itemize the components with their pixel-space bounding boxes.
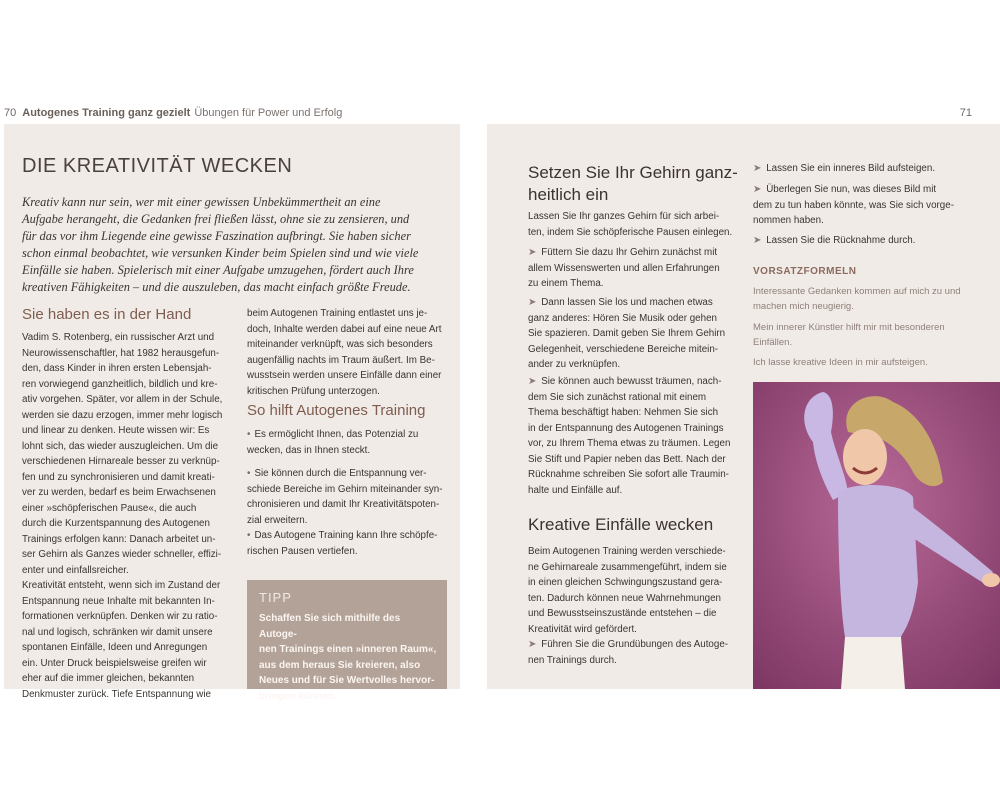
formula-line: Interessante Gedanken kommen auf mich zu und <box>753 286 961 297</box>
tip-line: bringen können. <box>259 690 337 702</box>
step-line <box>528 311 753 327</box>
arrow-icon: ➤ <box>753 163 762 174</box>
einfaelle-step-item <box>528 637 748 668</box>
page-number-right: 71 <box>959 107 972 119</box>
bullet-mark: • <box>247 530 251 541</box>
left-column2-text <box>247 306 452 399</box>
arrow-icon: ➤ <box>528 639 537 650</box>
text-line: ein. Unter Druck beispielsweise greifen wir <box>22 657 207 669</box>
step-line <box>528 342 753 358</box>
step-line <box>528 261 753 277</box>
vorsatz-formula <box>753 284 963 314</box>
text-line: durch die Kurzentspannung des Autogenen <box>22 518 210 529</box>
text-line: wusstsein werden unsere Einfälle dann einer <box>247 370 442 381</box>
bullet-mark: • <box>247 429 251 440</box>
text-line: ne Gehirnareale zusammengeführt, indem sie <box>528 561 727 573</box>
step-line <box>528 405 753 421</box>
benefit-text: Das Autogene Training kann Ihre schöpfe- <box>254 530 438 541</box>
running-header-left <box>4 107 342 119</box>
gehirn-step <box>528 374 753 498</box>
section-heading-einfaelle: Kreative Einfälle wecken <box>528 515 714 534</box>
step-text: Sie spazieren. Damit geben Sie Ihrem Gehirn <box>528 328 726 339</box>
step-text: halte und Einfälle auf. <box>528 484 623 496</box>
benefit-text: Sie können durch die Entspannung ver- <box>254 468 427 479</box>
tip-line: nen Trainings einen »inneren Raum«, <box>259 644 437 655</box>
column2-step <box>753 182 973 229</box>
benefit-line <box>247 427 457 443</box>
text-line: und linear zu denken. Heute wissen wir: Es <box>22 425 210 436</box>
step-text: in der Entspannung des Autogenen Trainings <box>528 422 724 434</box>
step-line <box>528 467 753 483</box>
arrow-icon: ➤ <box>753 235 762 246</box>
text-line: ten. Dadurch können neue Wahrnehmungen <box>528 592 721 604</box>
tip-label: TIPP <box>259 590 292 605</box>
text-line: beim Autogenen Training entlastet uns je- <box>247 308 428 319</box>
step-text: allem Wissenswerten und allen Erfahrungen <box>528 262 720 274</box>
vorsatz-formula <box>753 320 963 350</box>
benefit-line <box>247 513 457 529</box>
text-line: formationen verknüpfen. Denken wir zu ratio- <box>22 611 218 622</box>
step-line <box>528 245 753 261</box>
tip-line: aus dem heraus Sie kreieren, also <box>259 659 421 671</box>
tip-text <box>259 611 439 704</box>
text-line: Denkmuster zurück. Tiefe Entspannung wie <box>22 688 211 700</box>
text-line: Trainings erfolgen kann: Danach arbeitet un- <box>22 533 216 545</box>
text-line: werden sie dazu erzogen, immer mehr logisch <box>22 409 223 421</box>
book-title: Autogenes Training ganz gezielt <box>22 107 191 119</box>
step-text: nen Trainings durch. <box>528 654 617 666</box>
einfaelle-text <box>528 544 748 637</box>
step-line <box>753 161 973 177</box>
text-line: enter und einfallsreicher. <box>22 564 129 576</box>
benefit-text: Es ermöglicht Ihnen, das Potenzial zu <box>254 429 419 440</box>
text-line: den, dass Kinder in ihren ersten Lebensjah- <box>22 363 212 374</box>
step-text: dem zu tun haben könnte, was Sie sich vorge- <box>753 199 954 211</box>
benefit-line <box>247 482 457 498</box>
text-line: augenfällig nachts im Traum äußert. Im Be- <box>247 354 435 366</box>
step-text: ander zu verknüpfen. <box>528 359 621 370</box>
text-line: Neurowissenschaftler, hat 1982 herausgefun- <box>22 347 220 359</box>
step-line <box>528 452 753 468</box>
step-line <box>753 233 973 249</box>
text-line: verschiedenen Hirnareale besser zu verknüp- <box>22 456 220 467</box>
column2-step <box>753 233 973 249</box>
step-text: zu einem Thema. <box>528 278 604 289</box>
column2-step <box>753 161 973 177</box>
step-text: Thema beschäftigt haben: Nehmen Sie sich <box>528 407 719 418</box>
gehirn-step <box>528 245 753 292</box>
text-line: fen und zu synchronisieren und damit kreati- <box>22 471 215 483</box>
step-line <box>528 326 753 342</box>
step-line <box>528 637 748 653</box>
formula-line: Ich lasse kreative Ideen in mir aufsteigen. <box>753 357 928 368</box>
step-text: nommen haben. <box>753 215 824 226</box>
step-line <box>528 295 753 311</box>
text-line: Entspannung neue Inhalte mit bekannten In- <box>22 595 215 607</box>
step-line <box>528 483 753 499</box>
step-line <box>528 436 753 452</box>
gehirn-step <box>528 295 753 373</box>
benefit-line <box>247 528 457 544</box>
text-line: Lassen Sie Ihr ganzes Gehirn für sich arbei- <box>528 211 720 222</box>
text-line: ver zu werden, bedarf es beim Erwachsenen <box>22 487 216 498</box>
step-text: Lassen Sie ein inneres Bild aufsteigen. <box>766 163 936 174</box>
text-line: ten, indem Sie schöpferische Pausen einlegen. <box>528 226 733 238</box>
heading-line: Setzen Sie Ihr Gehirn ganz- <box>528 163 738 182</box>
text-line: spontanen Einfälle, Ideen und Anregungen <box>22 642 208 653</box>
text-line: kritischen Prüfung unterzogen. <box>247 385 380 397</box>
arrow-icon: ➤ <box>753 184 762 195</box>
tip-box <box>247 580 447 702</box>
vorsatz-heading: VORSATZFORMELN <box>753 266 857 277</box>
text-line: Kreativität entsteht, wenn sich im Zustand der <box>22 580 221 591</box>
text-line: Kreativität wird gefördert. <box>528 623 637 635</box>
gehirn-intro-text <box>528 209 748 240</box>
step-text: Gelegenheit, verschiedene Bereiche mitein- <box>528 343 719 355</box>
step-line <box>528 390 753 406</box>
text-line: Vadim S. Rotenberg, ein russischer Arzt und <box>22 332 215 343</box>
benefit-line <box>247 443 457 459</box>
text-line: Beim Autogenen Training werden verschiede- <box>528 546 726 557</box>
step-text: Lassen Sie die Rücknahme durch. <box>766 235 916 246</box>
page-title: DIE KREATIVITÄT WECKEN <box>22 155 293 177</box>
benefit-text: chronisieren und damit Ihr Kreativitätspoten- <box>247 499 440 510</box>
step-text: Rücknahme schreiben Sie sofort alle Traumin- <box>528 469 729 480</box>
benefit-line <box>247 497 457 513</box>
text-line: nal und logisch, schränken wir damit unsere <box>22 626 213 638</box>
benefit-item <box>247 528 457 559</box>
arrow-icon: ➤ <box>528 376 537 387</box>
chapter-title: Übungen für Power und Erfolg <box>194 107 343 119</box>
heading-line: heitlich ein <box>528 185 609 204</box>
text-line: ativ vorgehen. Später, vor allem in der Schule, <box>22 394 223 405</box>
text-line: ser Gehirn als Ganzes wieder schneller, effizi- <box>22 549 222 560</box>
step-text: ganz anderes: Hören Sie Musik oder gehen <box>528 312 717 324</box>
benefit-text: rischen Pausen vertiefen. <box>247 545 358 557</box>
benefit-item <box>247 427 457 458</box>
step-text: Dann lassen Sie los und machen etwas <box>541 297 713 308</box>
step-line <box>753 198 973 214</box>
text-line: ren vorwiegend ganzheitlich, bildlich und kre- <box>22 378 218 390</box>
text-line: einer »schöpferischen Pause«, die auch <box>22 502 197 514</box>
woman-illustration <box>753 382 1000 689</box>
benefit-line <box>247 466 457 482</box>
step-text: Sie Stift und Papier neben das Bett. Nach der <box>528 453 726 465</box>
formula-line: Mein innerer Künstler hilft mir mit besonderen <box>753 322 945 333</box>
benefit-text: schiede Bereiche im Gehirn miteinander syn- <box>247 483 443 495</box>
step-text: dem Sie sich zunächst rational mit einem <box>528 391 707 403</box>
text-line: eher auf die immer gleichen, bekannten <box>22 673 195 684</box>
step-text: vor, zu Ihrem Thema etwas zu träumen. Legen <box>528 438 731 449</box>
step-line <box>528 374 753 390</box>
benefit-item <box>247 466 457 528</box>
text-line: lohnt sich, das wieder auszugleichen. Um die <box>22 440 219 452</box>
page-number-left: 70 <box>4 107 17 119</box>
text-line: miteinander verknüpft, was sich besonders <box>247 339 433 350</box>
benefit-text: wecken, das in Ihnen steckt. <box>247 444 371 456</box>
left-page <box>4 124 460 702</box>
right-page <box>487 124 1000 689</box>
step-line <box>528 653 748 669</box>
tip-line: Neues und für Sie Wertvolles hervor- <box>259 675 435 686</box>
text-line: doch, Inhalte werden dabei auf eine neue Art <box>247 323 442 335</box>
section-heading-in-der-hand: Sie haben es in der Hand <box>22 306 192 323</box>
step-line <box>753 213 973 229</box>
arrow-icon: ➤ <box>528 247 537 258</box>
step-line <box>528 276 753 292</box>
step-line <box>528 421 753 437</box>
step-text: Sie können auch bewusst träumen, nach- <box>541 376 722 387</box>
section-heading-gehirn <box>528 162 748 206</box>
section-heading-so-hilft: So hilft Autogenes Training <box>247 402 426 419</box>
intro-paragraph: Kreativ kann nur sein, wer mit einer gewissen Unbekümmertheit an eine Aufgabe herangeht, die Gedanken frei fließen lässt, ohne sie zu zensieren, und für das vor ihm Liegende eine gewisse Faszination aufbringt. Sie haben sicher schon einmal beobachtet, wie versunken Kinder beim Spielen sind und wie viele Einfälle sie haben. Spielerisch mit einer Aufgabe umzugehen, fördert auch Ihre kreativen Fähigkeiten – und die auszuleben, das macht einfach größte Freude. <box>22 195 419 294</box>
step-line <box>753 182 973 198</box>
step-text: Füttern Sie dazu Ihr Gehirn zunächst mit <box>541 247 718 258</box>
text-line: in einen gleichen Schwingungszustand gera- <box>528 577 723 588</box>
benefit-text: zial erweitern. <box>247 514 308 526</box>
woman-photo <box>753 382 1000 689</box>
bullet-mark: • <box>247 468 251 479</box>
formula-line: machen mich neugierig. <box>753 301 854 312</box>
step-line <box>528 357 753 373</box>
formula-line: Einfällen. <box>753 337 793 348</box>
tip-line: Schaffen Sie sich mithilfe des Autoge- <box>259 613 401 640</box>
step-text: Führen Sie die Grundübungen des Autoge- <box>541 639 729 650</box>
text-line: und Bewusstseinszustände entstehen – die <box>528 608 717 619</box>
vorsatz-formula <box>753 355 963 370</box>
left-column-text <box>22 330 242 702</box>
benefit-line <box>247 544 457 560</box>
step-text: Überlegen Sie nun, was dieses Bild mit <box>766 184 937 195</box>
arrow-icon: ➤ <box>528 297 537 308</box>
